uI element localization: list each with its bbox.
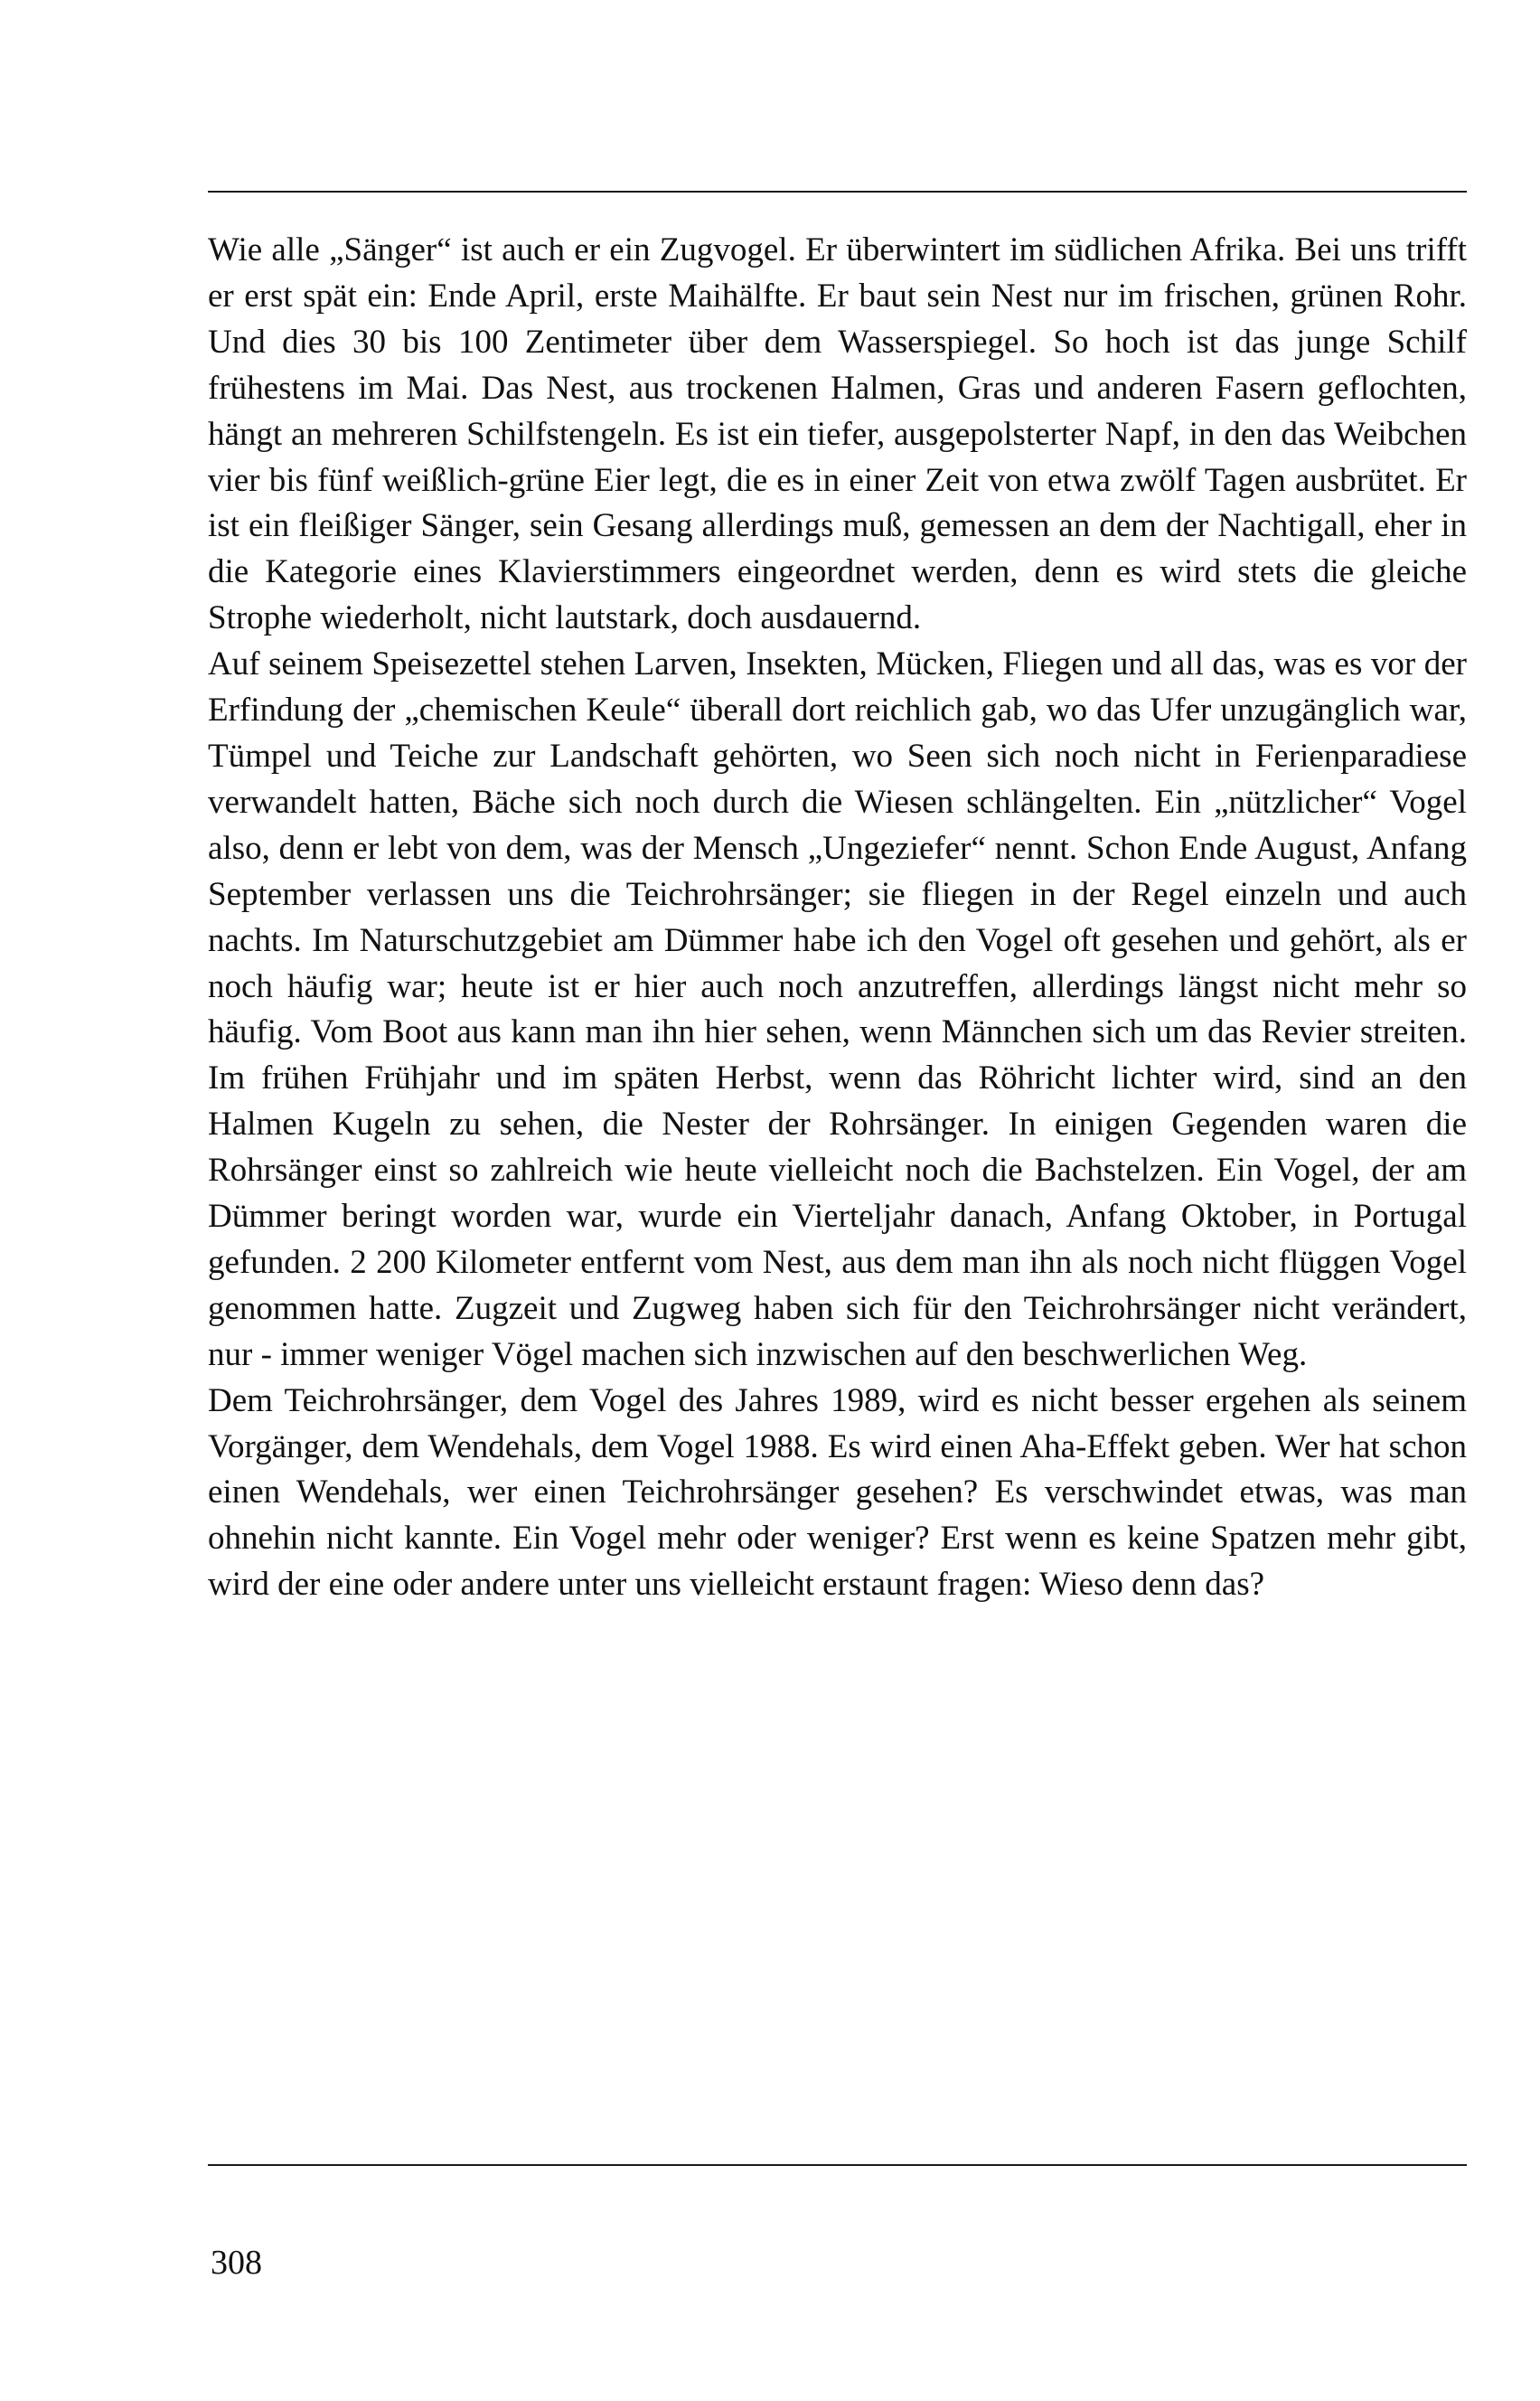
paragraph-2: Auf seinem Speisezettel stehen Larven, Insekten, Mücken, Fliegen und all das, was es vor der Erfindung der „chemischen Keule“ überall dort reichlich gab, wo das Ufer unzugänglich war, Tümpel und Teiche zur Landschaft gehörten, wo Seen sich noch nicht in Ferienparadiese verwandelt hatten, Bäche sich noch durch die Wiesen schlängelten. Ein „nützlicher“ Vogel also, denn er lebt von dem, was der Mensch „Ungeziefer“ nennt. Schon Ende August, Anfang September verlassen uns die Teichrohrsänger; sie fliegen in der Regel einzeln und auch nachts. Im Naturschutzgebiet am Dümmer habe ich den Vogel oft gesehen und gehört, als er noch häufig war; heute ist er hier auch noch anzutreffen, allerdings längst nicht mehr so häufig. Vom Boot aus kann man ihn hier sehen, wenn Männchen sich um das Revier streiten. Im frühen Frühjahr und im späten Herbst, wenn das Röhricht lichter wird, sind an den Halmen Kugeln zu sehen, die Nester der Rohrsänger. In einigen Gegenden waren die Rohrsänger einst so zahlreich wie heute vielleicht noch die Bachstelzen. Ein Vogel, der am Dümmer beringt worden war, wurde ein Vierteljahr danach, Anfang Oktober, in Portugal gefunden. 2 200 Kilometer entfernt vom Nest, aus dem man ihn als noch nicht flüggen Vogel genommen hatte. Zugzeit und Zugweg haben sich für den Teichrohrsänger nicht verändert, nur - immer weniger Vögel machen sich inzwischen auf den beschwerlichen Weg.	[208, 645, 1467, 1373]
body-text	[208, 228, 1467, 1608]
bottom-rule	[208, 2164, 1467, 2166]
top-rule	[208, 191, 1467, 193]
paragraph-3: Dem Teichrohrsänger, dem Vogel des Jahres 1989, wird es nicht besser ergehen als seinem Vorgänger, dem Wendehals, dem Vogel 1988. Es wird einen Aha-Effekt geben. Wer hat schon einen Wendehals, wer einen Teichrohrsänger gesehen? Es verschwindet etwas, was man ohnehin nicht kannte. Ein Vogel mehr oder weniger? Erst wenn es keine Spatzen mehr gibt, wird der eine oder andere unter uns vielleicht erstaunt fragen: Wieso denn das?	[208, 1381, 1467, 1604]
page-number: 308	[211, 2244, 262, 2282]
paragraph-1: Wie alle „Sänger“ ist auch er ein Zugvogel. Er überwintert im südlichen Afrika. Bei uns trifft er erst spät ein: Ende April, erste Maihälfte. Er baut sein Nest nur im frischen, grünen Rohr. Und dies 30 bis 100 Zentimeter über dem Wasserspiegel. So hoch ist das junge Schilf frühestens im Mai. Das Nest, aus trockenen Halmen, Gras und anderen Fasern geflochten, hängt an mehreren Schilfstengeln. Es ist ein tiefer, ausgepolsterter Napf, in den das Weibchen vier bis fünf weißlich-grüne Eier legt, die es in einer Zeit von etwa zwölf Tagen ausbrütet. Er ist ein fleißiger Sänger, sein Gesang allerdings muß, gemessen an dem der Nachtigall, eher in die Kategorie eines Klavierstimmers eingeordnet werden, denn es wird stets die gleiche Strophe wiederholt, nicht lautstark, doch ausdauernd.	[208, 231, 1467, 637]
